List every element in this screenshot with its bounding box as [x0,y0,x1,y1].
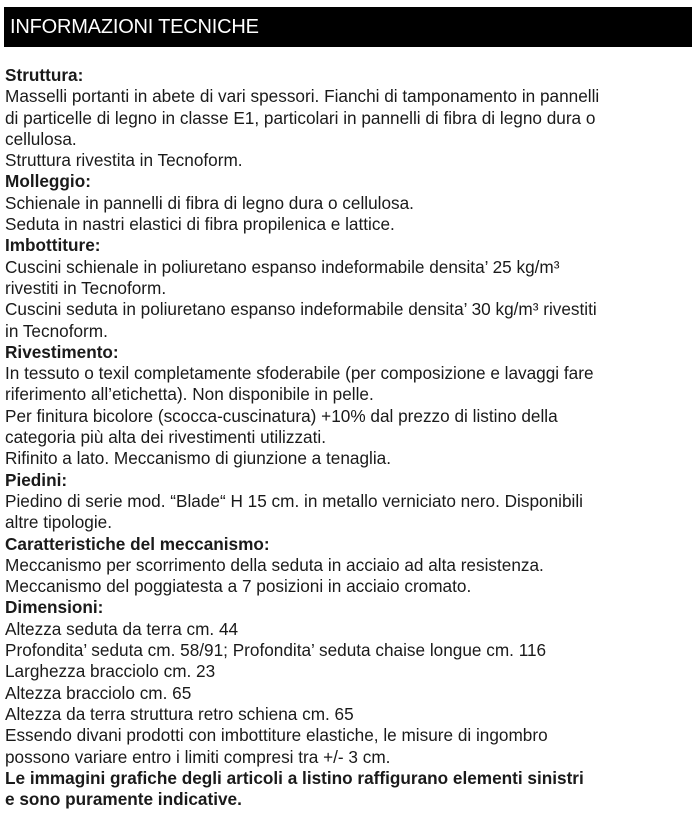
text-line: Meccanismo del poggiatesta a 7 posizioni in acciaio cromato. [5,576,472,597]
final-note [5,768,691,811]
text-line: Altezza seduta da terra cm. 44 [5,618,239,639]
technical-info-body [5,65,691,810]
text-line: Cuscini seduta in poliuretano espanso indeformabile densita’ 30 kg/m³ rivestiti [5,299,597,320]
text-line: altre tipologie. [5,512,113,533]
text-line: Meccanismo per scorrimento della seduta in acciaio ad alta resistenza. [5,554,544,575]
text-line: Altezza bracciolo cm. 65 [5,682,192,703]
final-note-line: e sono puramente indicative. [5,789,242,810]
text-line: Essendo divani prodotti con imbottiture elastiche, le misure di ingombro [5,725,548,746]
text-line: Seduta in nastri elastici di fibra propilenica e lattice. [5,214,395,235]
text-line: Struttura rivestita in Tecnoform. [5,150,243,171]
section-title: Rivestimento: [5,341,119,362]
text-line: Profondita’ seduta cm. 58/91; Profondita’ seduta chaise longue cm. 116 [5,640,547,661]
text-line: rivestiti in Tecnoform. [5,277,167,298]
text-line: Masselli portanti in abete di vari spessori. Fianchi di tamponamento in pannelli [5,86,600,107]
text-line: Piedino di serie mod. “Blade“ H 15 cm. in metallo verniciato nero. Disponibili [5,490,583,511]
page-title: INFORMAZIONI TECNICHE [10,15,259,38]
header-bar [4,7,692,47]
section-struttura [5,65,691,171]
section-piedini [5,470,691,534]
text-line: categoria più alta dei rivestimenti utilizzati. [5,427,326,448]
text-line: riferimento all’etichetta). Non disponibile in pelle. [5,384,374,405]
text-line: Larghezza bracciolo cm. 23 [5,661,216,682]
section-rivestimento [5,342,691,470]
text-line: Altezza da terra struttura retro schiena cm. 65 [5,703,354,724]
text-line: possono variare entro i limiti compresi tra +/- 3 cm. [5,746,391,767]
text-line: Cuscini schienale in poliuretano espanso indeformabile densita’ 25 kg/m³ [5,256,560,277]
section-imbottiture [5,235,691,341]
text-line: Rifinito a lato. Meccanismo di giunzione a tenaglia. [5,448,391,469]
section-title: Caratteristiche del meccanismo: [5,533,270,554]
text-line: Per finitura bicolore (scocca-cuscinatura) +10% dal prezzo di listino della [5,405,558,426]
section-meccanismo [5,534,691,598]
section-title: Struttura: [5,65,84,85]
final-note-line: Le immagini grafiche degli articoli a listino raffigurano elementi sinistri [5,767,584,788]
text-line: In tessuto o texil completamente sfoderabile (per composizione e lavaggi fare [5,363,594,384]
section-title: Dimensioni: [5,597,104,618]
section-molleggio [5,171,691,235]
section-dimensioni [5,597,691,767]
text-line: di particelle di legno in classe E1, particolari in pannelli di fibra di legno dura o [5,107,596,128]
text-line: in Tecnoform. [5,320,108,341]
section-title: Molleggio: [5,171,91,192]
text-line: Schienale in pannelli di fibra di legno dura o cellulosa. [5,192,414,213]
section-title: Imbottiture: [5,235,101,256]
text-line: cellulosa. [5,128,77,149]
section-title: Piedini: [5,469,68,490]
